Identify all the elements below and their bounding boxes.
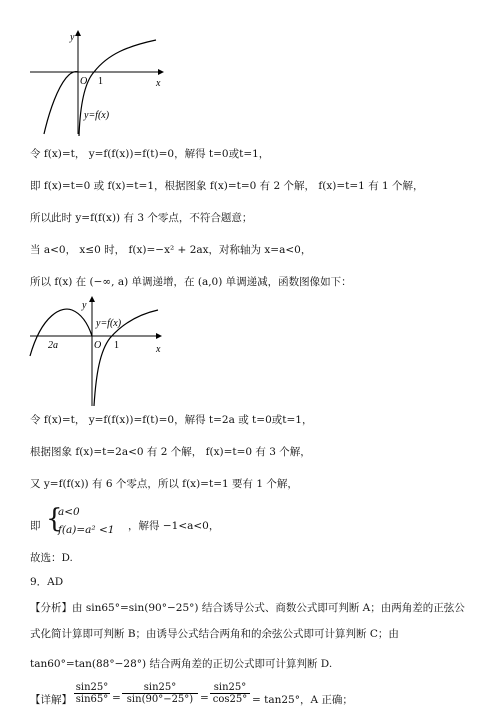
- fraction-1-num: sin25°: [75, 682, 109, 693]
- tick-1-label: 1: [98, 76, 103, 87]
- parabola-branch: [30, 309, 92, 356]
- y-axis-label: y: [70, 32, 75, 43]
- text-line-3: 所以此时 y=f(f(x)) 有 3 个零点，不符合题意；: [30, 212, 253, 224]
- analysis-line-1: 【分析】由 sin65°=sin(90°−25°) 结合诱导公式、商数公式即可判断 A；由两角差的正弦公: [30, 602, 465, 614]
- system-solution: ，解得 −1<a<0，: [128, 520, 220, 532]
- text-line-5: 所以 f(x) 在 (−∞, a) 单调递增，在 (a,0) 单调递减，函数图像如下：: [30, 276, 352, 288]
- analysis-line-3: tan60°=tan(88°−28°) 结合两角差的正切公式即可计算判断 D.: [30, 658, 333, 670]
- answer-line: 故选：D.: [30, 552, 73, 564]
- fraction-2-num: sin25°: [122, 682, 198, 694]
- curve-left-branch: [44, 72, 78, 134]
- system-line-1: a<0: [58, 506, 80, 518]
- tick-2a-label: 2a: [48, 340, 58, 351]
- text-line-7: 根据图象 f(x)=t=2a<0 有 2 个解， f(x)=t=0 有 3 个解，: [30, 446, 311, 458]
- fraction-3: [210, 682, 250, 705]
- origin-label: O: [94, 340, 102, 351]
- tick-1-label: 1: [114, 340, 119, 351]
- text-line-2: 即 f(x)=t=0 或 f(x)=t=1，根据图象 f(x)=t=0 有 2 个解， f(x)=t=1 有 1 个解，: [30, 180, 424, 192]
- fraction-3-num: sin25°: [210, 682, 250, 694]
- fraction-1: [74, 682, 110, 705]
- curve-label: y=f(x): [96, 318, 122, 329]
- y-axis-arrow: [75, 30, 81, 36]
- fraction-2-den: sin(90°−25°): [126, 694, 194, 705]
- detail-conclusion: = tan25°，A 正确；: [252, 694, 353, 706]
- question-9-label: 9．AD: [30, 576, 64, 588]
- origin-label: O: [80, 76, 88, 87]
- y-axis-label: y: [82, 300, 87, 311]
- curve-label: y=f(x): [84, 110, 110, 121]
- x-axis-label: x: [156, 78, 161, 89]
- equals-2: =: [200, 692, 209, 704]
- text-line-4: 当 a<0， x≤0 时， f(x)=−x² + 2ax，对称轴为 x=a<0，: [30, 244, 312, 256]
- function-graph-2: [28, 296, 168, 408]
- function-graph-1: [28, 28, 168, 138]
- text-line-8: 又 y=f(f(x)) 有 6 个零点，所以 f(x)=t=1 要有 1 个解，: [30, 478, 298, 490]
- detail-label: 【详解】: [30, 694, 72, 706]
- x-axis-arrow: [156, 333, 162, 339]
- system-line-2: f(a)=a² <1: [58, 524, 115, 536]
- x-axis-label: x: [156, 344, 161, 355]
- equals-1: =: [112, 692, 121, 704]
- fraction-1-den: sin65°: [75, 694, 109, 705]
- system-prefix: 即: [30, 520, 41, 532]
- x-axis-arrow: [158, 69, 164, 75]
- curve-right-branch: [79, 40, 156, 136]
- fraction-3-den: cos25°: [212, 694, 248, 705]
- system-brace: {: [46, 504, 63, 534]
- fraction-2: [122, 682, 198, 705]
- text-line-1: 令 f(x)=t， y=f(f(x))=f(t)=0，解得 t=0或t=1，: [30, 148, 270, 160]
- y-axis-arrow: [89, 296, 95, 302]
- text-line-6: 令 f(x)=t， y=f(f(x))=f(t)=0，解得 t=2a 或 t=0或t=1，: [30, 414, 313, 426]
- analysis-line-2: 式化简计算即可判断 B；由诱导公式结合两角和的余弦公式即可计算判断 C；由: [30, 628, 399, 640]
